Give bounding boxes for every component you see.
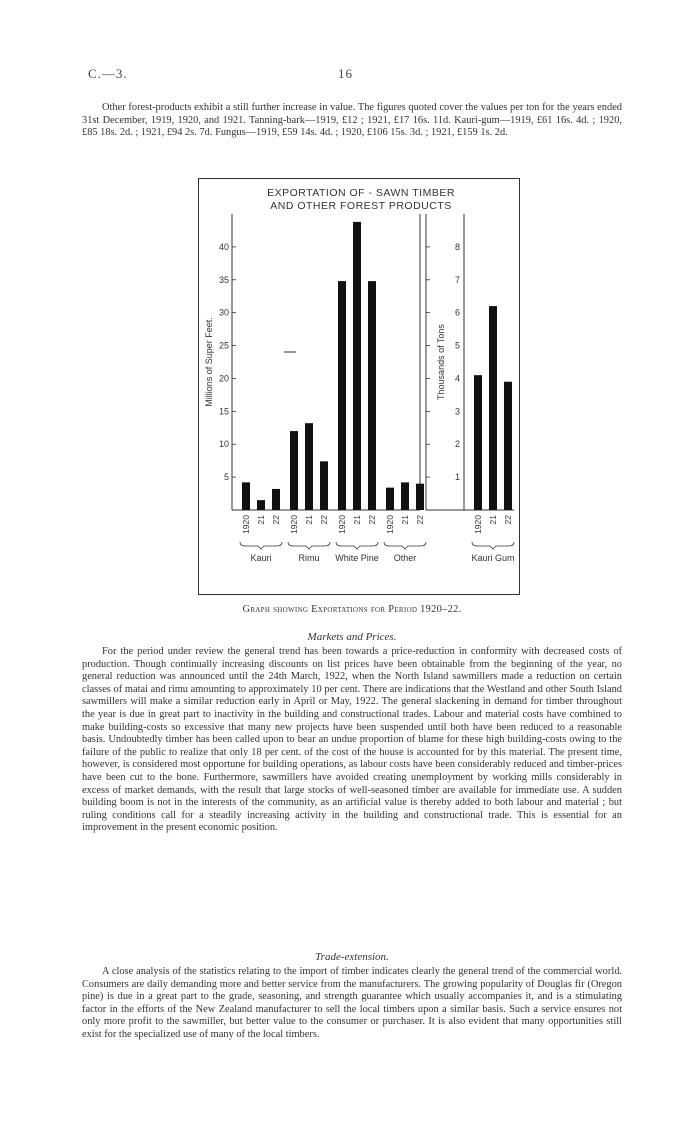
bar-white-pine: [368, 281, 376, 510]
bar-white-pine: [338, 281, 346, 510]
y-tick-label: 7: [454, 274, 460, 285]
bar-year-label: 1920: [473, 515, 483, 534]
bar-year-label: 22: [319, 515, 329, 525]
y-tick-label: 8: [454, 241, 460, 252]
document-reference: C.—3.: [88, 66, 128, 81]
paragraph-forest-products: Other forest-products exhibit a still further increase in value. The figures quoted cover the values per ton for the years ended 31st December, 1919, 1920, and 1921. Tanning-bark—1919, £12 ; 1921, £17 16s. 11d. Kauri-gum—1919, £61 16s. 4d. ; 1920, £85 18s. 2d. ; 1921, £94 2s. 7d. Fungus—1919, £59 14s. 4d. ; 1920, £106 15s. 3d. ; 1921, £159 1s. 2d.: [82, 102, 622, 139]
bar-white-pine: [353, 222, 361, 510]
bar-year-label: 1920: [241, 515, 251, 534]
section-title-trade: Trade-extension.: [315, 951, 389, 963]
bar-year-label: 22: [271, 515, 281, 525]
page-number: 16: [338, 66, 353, 81]
chart-title-line: EXPORTATION OF - SAWN TIMBER: [267, 187, 455, 199]
y-tick-label: 5: [223, 472, 229, 483]
bar-year-label: 21: [304, 515, 314, 525]
chart-title-line: AND OTHER FOREST PRODUCTS: [270, 200, 452, 212]
y-tick-label: 3: [454, 406, 460, 417]
group-brace: [384, 542, 426, 549]
bar-year-label: 1920: [337, 515, 347, 534]
y-tick-label: 40: [218, 241, 229, 252]
export-chart: [198, 178, 520, 596]
group-label: Other: [393, 553, 417, 563]
y-tick-label: 30: [218, 307, 229, 318]
bar-year-label: 1920: [289, 515, 299, 534]
section-title-markets: Markets and Prices.: [307, 631, 397, 643]
paragraph-markets: For the period under review the general trend has been towards a price-reduction in conformity with decreased costs of production. Though continually increasing discounts on list prices have been obtainable from the beginning of the year, no general reduction was announced until the 24th March, 1922, when the North Island sawmillers made a reduction on certain classes of matai and rimu amounting to approximately 10 per cent. There are indications that the Westland and other South Island sawmillers will make a similar reduction early in April or May, 1922. The general slackening in demand for timber throughout the year is due in great part to inactivity in the building and constructional trades. Labour and material costs have combined to make building-costs so excessive that many new projects have been suspended until both have been reduced to a reasonable basis. Undoubtedly timber has been called upon to bear an undue proportion of blame for these high building-costs owing to the failure of the public to realize that only 18 per cent. of the cost of the house is accounted for by this material. The present time, however, is considered most opportune for building operations, as labour costs have been considerably reduced and timber-prices have been cut to the bone. Furthermore, sawmillers have avoided creating unemployment by working mills considerably in excess of market demands, with the result that large stocks of well-seasoned timber are available for immediate use. A sudden building boom is not in the interests of the community, as an artificial value is thereby added to both labour and material ; but ruling conditions call for a steadily increasing activity in the building and constructional trade. This is essential for an improvement in the present economic position.: [82, 646, 622, 834]
group-brace: [336, 542, 378, 549]
group-label: Kauri: [250, 553, 272, 563]
bar-other: [401, 482, 409, 510]
bar-year-label: 21: [488, 515, 498, 525]
group-label: Kauri Gum: [471, 553, 515, 563]
bar-rimu: [305, 423, 313, 510]
bar-year-label: 22: [503, 515, 513, 525]
y-tick-label: 20: [218, 373, 229, 384]
bar-year-label: 21: [400, 515, 410, 525]
y-axis-label: Thousands of Tons: [436, 324, 446, 400]
bar-rimu: [320, 461, 328, 510]
y-tick-label: 6: [454, 307, 460, 318]
y-tick-label: 4: [454, 373, 460, 384]
bar-kauri: [272, 489, 280, 510]
bar-year-label: 21: [256, 515, 266, 525]
bar-year-label: 22: [367, 515, 377, 525]
group-brace: [472, 542, 514, 549]
paragraph-trade: A close analysis of the statistics relating to the import of timber indicates clearly the general trend of the commercial world. Consumers are daily demanding more and better service from the manufacturers. The growing popularity of Douglas fir (Oregon pine) is due in a great part to the grade, seasoning, and strength guarantee which usually accompanies it, and is a stimulating factor in the efforts of the New Zealand manufacturer to sell the local timbers upon a similar basis. Such a service ensures not only more profit to the sawmiller, but better value to the consumer or purchaser. It is also evident that many opportunities still exist for the specialized use of many of the local timbers.: [82, 966, 622, 1040]
y-tick-label: 2: [454, 439, 460, 450]
chart-caption: Graph showing Exportations for Period 1920–22.: [242, 604, 462, 615]
bar-kauri: [242, 482, 250, 510]
bar-kauri: [257, 500, 265, 510]
group-label: Rimu: [298, 553, 320, 563]
y-tick-label: 35: [218, 274, 229, 285]
group-brace: [240, 542, 282, 549]
bar-year-label: 22: [415, 515, 425, 525]
bar-other: [386, 488, 394, 510]
bar-kauri-gum: [489, 306, 497, 510]
bar-kauri-gum: [474, 375, 482, 510]
group-label: White Pine: [335, 553, 379, 563]
y-axis-label: Millions of Super Feet.: [204, 317, 214, 407]
group-brace: [288, 542, 330, 549]
bar-other: [416, 484, 424, 510]
y-tick-label: 15: [218, 406, 229, 417]
bar-year-label: 21: [352, 515, 362, 525]
y-tick-label: 25: [218, 340, 229, 351]
bar-kauri-gum: [504, 382, 512, 510]
bar-year-label: 1920: [385, 515, 395, 534]
bar-rimu: [290, 431, 298, 510]
y-tick-label: 1: [454, 472, 460, 483]
y-tick-label: 5: [454, 340, 460, 351]
y-tick-label: 10: [218, 439, 229, 450]
